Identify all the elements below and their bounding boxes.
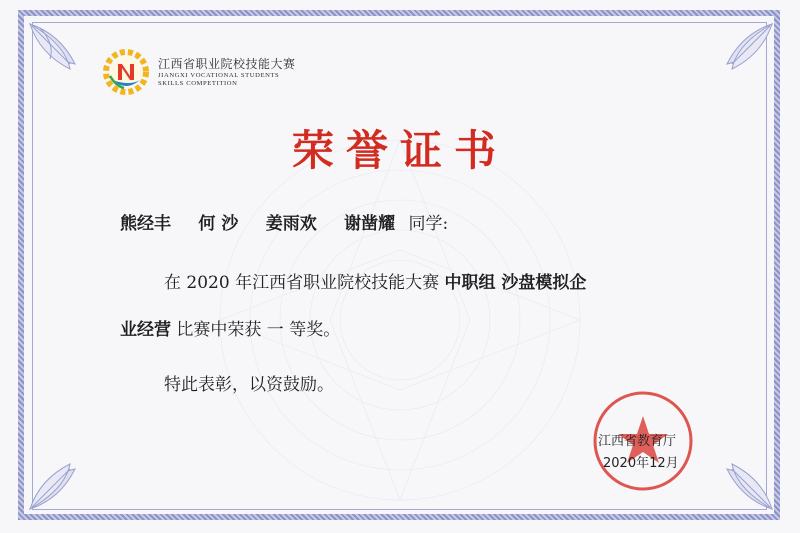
competition-name-en-line1: JIANGXI VOCATIONAL STUDENTS — [158, 72, 280, 79]
award-text-line1 — [164, 268, 754, 293]
recipient-suffix: 同学: — [408, 214, 449, 234]
certificate-title: 荣誉证书 — [291, 126, 508, 175]
award-category: 中职组 沙盘模拟企 — [444, 273, 587, 293]
recipient-name: 何 沙 — [198, 214, 239, 234]
issue-date: 2020年12月 — [603, 456, 679, 471]
award-result: 比赛中荣获 一 等奖。 — [171, 320, 341, 340]
recipient-names — [120, 209, 448, 234]
competition-logo — [100, 46, 296, 98]
competition-name-en-line2: SKILLS COMPETITION — [158, 80, 238, 87]
corner-ornament-icon — [20, 14, 100, 94]
recipient-name: 姜雨欢 — [265, 214, 317, 234]
award-category-cont: 业经营 — [120, 320, 171, 340]
corner-ornament-icon — [702, 14, 782, 94]
commendation-text: 特此表彰，以资鼓励。 — [164, 375, 334, 395]
recipient-name: 谢凿耀 — [344, 214, 396, 234]
recipient-name: 熊经丰 — [120, 214, 171, 234]
corner-ornament-icon — [20, 439, 100, 519]
award-text-prefix: 在 2020 年江西省职业院校技能大赛 — [164, 273, 440, 293]
award-text-line2 — [120, 315, 710, 340]
gear-logo-icon — [100, 46, 152, 98]
issuer-name: 江西省教育厅 — [598, 434, 677, 449]
competition-name-cn: 江西省职业院校技能大赛 — [158, 57, 296, 71]
corner-ornament-icon — [702, 439, 782, 519]
